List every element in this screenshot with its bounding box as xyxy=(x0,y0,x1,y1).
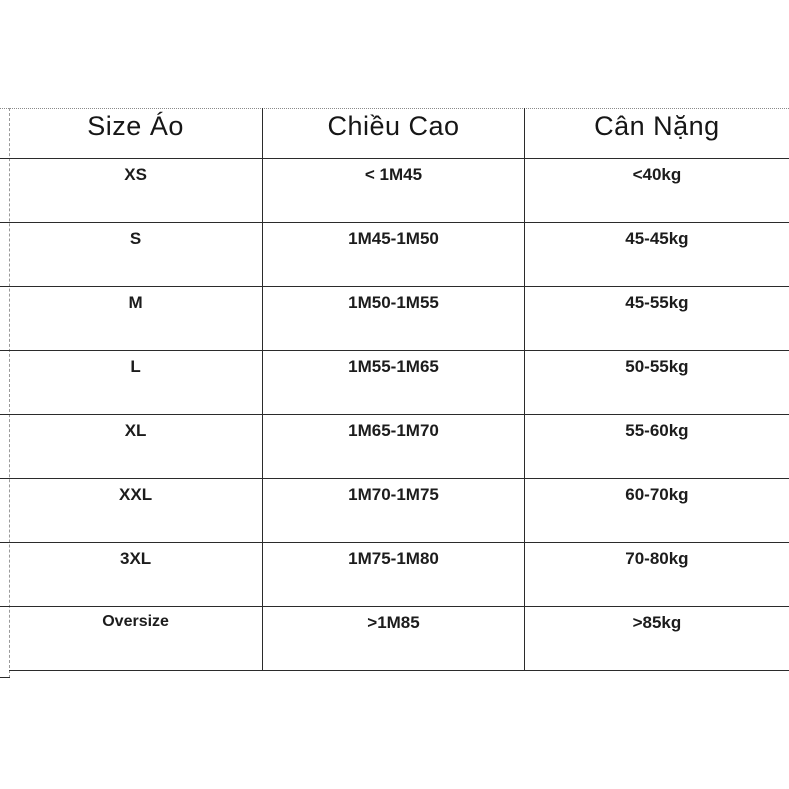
cell-size: S xyxy=(9,222,263,286)
cell-size: XS xyxy=(9,158,263,222)
cell-weight: 70-80kg xyxy=(524,542,789,606)
table-row xyxy=(9,222,789,286)
table-row xyxy=(9,286,789,350)
header-weight: Cân Nặng xyxy=(524,108,789,158)
table-row xyxy=(9,350,789,414)
cell-height: 1M55-1M65 xyxy=(263,350,525,414)
row-tick xyxy=(0,677,10,678)
cell-weight: 55-60kg xyxy=(524,414,789,478)
header-height: Chiều Cao xyxy=(263,108,525,158)
cell-weight: 60-70kg xyxy=(524,478,789,542)
size-chart-table xyxy=(9,108,789,671)
table-header-row xyxy=(9,108,789,158)
table-row xyxy=(9,158,789,222)
cell-size: XXL xyxy=(9,478,263,542)
cell-weight: >85kg xyxy=(524,606,789,670)
cell-height: 1M70-1M75 xyxy=(263,478,525,542)
table-row xyxy=(9,542,789,606)
table-row xyxy=(9,606,789,670)
cell-size: Oversize xyxy=(9,606,263,670)
cell-height: >1M85 xyxy=(263,606,525,670)
cell-size: M xyxy=(9,286,263,350)
cell-size: XL xyxy=(9,414,263,478)
header-size: Size Áo xyxy=(9,108,263,158)
cell-size: 3XL xyxy=(9,542,263,606)
cell-height: 1M65-1M70 xyxy=(263,414,525,478)
table-row xyxy=(9,414,789,478)
cell-height: 1M45-1M50 xyxy=(263,222,525,286)
cell-height: 1M50-1M55 xyxy=(263,286,525,350)
cell-height: < 1M45 xyxy=(263,158,525,222)
cell-weight: <40kg xyxy=(524,158,789,222)
cell-weight: 45-45kg xyxy=(524,222,789,286)
cell-weight: 45-55kg xyxy=(524,286,789,350)
cell-weight: 50-55kg xyxy=(524,350,789,414)
table-row xyxy=(9,478,789,542)
cell-size: L xyxy=(9,350,263,414)
cell-height: 1M75-1M80 xyxy=(263,542,525,606)
